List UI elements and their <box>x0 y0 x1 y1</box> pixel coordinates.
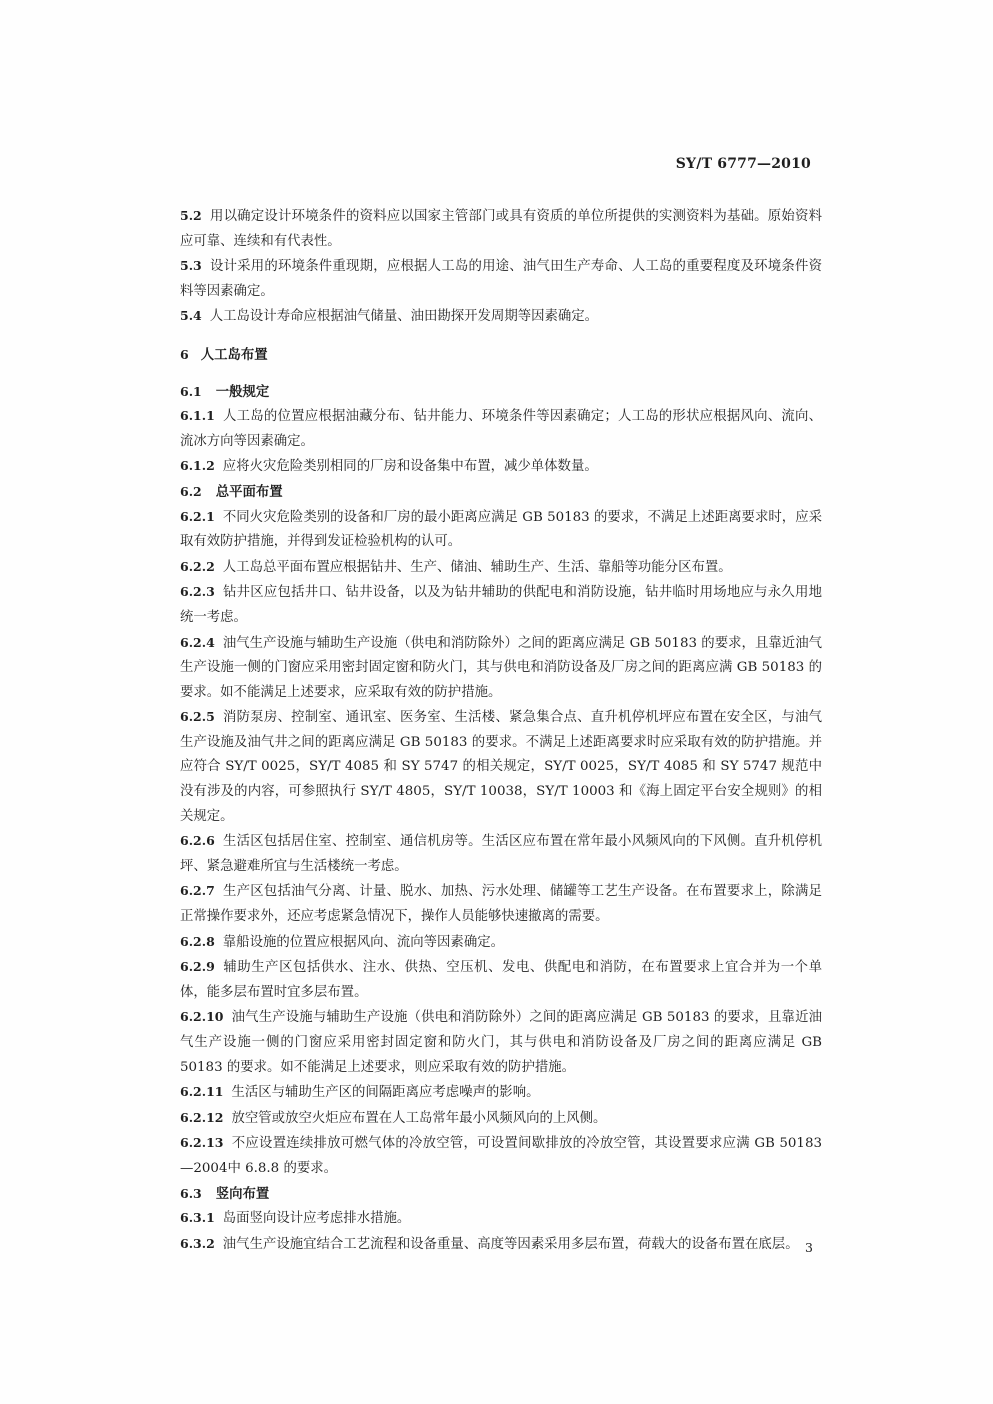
clause-6-2-5 <box>180 705 822 829</box>
subsection-6-1-heading <box>180 380 822 405</box>
clause-text: 生产区包括油气分离、计量、脱水、加热、污水处理、储罐等工艺生产设备。在布置要求上，除满足正常操作要求外，还应考虑紧急情况下，操作人员能够快速撤离的需要。 <box>180 884 822 925</box>
section-number: 6 <box>180 346 189 362</box>
document-body <box>180 204 822 1257</box>
clause-number: 6.2.10 <box>180 1009 224 1025</box>
clause-6-3-1 <box>180 1206 822 1232</box>
clause-text: 人工岛总平面布置应根据钻井、生产、储油、辅助生产、生活、靠船等功能分区布置。 <box>222 559 732 575</box>
clause-number: 6.2.8 <box>180 933 215 949</box>
clause-text: 用以确定设计环境条件的资料应以国家主管部门或具有资质的单位所提供的实测资料为基础。原始资料应可靠、连续和有代表性。 <box>180 209 822 249</box>
clause-6-1-2 <box>180 454 822 480</box>
clause-text: 消防泵房、控制室、通讯室、医务室、生活楼、紧急集合点、直升机停机坪应布置在安全区，与油气生产设施及油气井之间的距离应满足 GB 50183 的要求。不满足上述距离要求时应采取有效的防护措施。并应符合 SY/T 0025，SY/T 4085 和 SY 5747 的相关规定，SY/T 0025，SY/T 4085 和 SY 5747 规范中没有涉及的内容，可参照执行 SY/T 4805，SY/T 10038，SY/T 10003 和《海上固定平台安全规则》的相关规定。 <box>180 710 822 824</box>
clause-text: 放空管或放空火炬应布置在人工岛常年最小风频风向的上风侧。 <box>231 1110 607 1126</box>
clause-6-2-2 <box>180 555 822 581</box>
clause-number: 6.2.13 <box>180 1135 224 1151</box>
clause-text: 油气生产设施宜结合工艺流程和设备重量、高度等因素采用多层布置，荷载大的设备布置在底层。 <box>222 1236 799 1252</box>
clause-6-3-2 <box>180 1232 822 1258</box>
clause-5-2 <box>180 204 822 254</box>
clause-6-2-9 <box>180 955 822 1005</box>
clause-number: 6.2.3 <box>180 584 215 600</box>
clause-number: 5.3 <box>180 258 202 274</box>
clause-number: 6.2.6 <box>180 833 215 849</box>
document-code: SY/T 6777—2010 <box>675 156 811 172</box>
clause-5-4 <box>180 304 822 330</box>
clause-text: 人工岛的位置应根据油藏分布、钻井能力、环境条件等因素确定；人工岛的形状应根据风向、流向、流冰方向等因素确定。 <box>180 409 822 449</box>
section-6-heading <box>180 343 822 368</box>
subsection-title: 总平面布置 <box>215 483 283 500</box>
clause-6-2-11 <box>180 1080 822 1106</box>
clause-text: 辅助生产区包括供水、注水、供热、空压机、发电、供配电和消防，在布置要求上宜合并为一个单体，能多层布置时宜多层布置。 <box>180 960 822 1000</box>
clause-6-2-10 <box>180 1005 822 1080</box>
clause-number: 5.4 <box>180 308 202 324</box>
subsection-title: 一般规定 <box>215 383 270 400</box>
clause-number: 6.2.2 <box>180 558 215 574</box>
section-title: 人工岛布置 <box>200 346 268 363</box>
clause-number: 6.2.9 <box>180 959 215 975</box>
clause-text: 人工岛设计寿命应根据油气储量、油田勘探开发周期等因素确定。 <box>209 309 599 325</box>
clause-6-2-12 <box>180 1106 822 1132</box>
subsection-6-3-heading <box>180 1182 822 1207</box>
clause-number: 6.3.2 <box>180 1235 215 1251</box>
subsection-title: 竖向布置 <box>215 1185 270 1202</box>
subsection-number: 6.3 <box>180 1185 202 1201</box>
subsection-number: 6.2 <box>180 483 202 499</box>
clause-6-2-1 <box>180 505 822 555</box>
clause-6-2-3 <box>180 580 822 630</box>
clause-number: 6.2.4 <box>180 634 215 650</box>
clause-text: 生活区包括居住室、控制室、通信机房等。生活区应布置在常年最小风频风向的下风侧。直升机停机坪、紧急避难所宜与生活楼统一考虑。 <box>180 834 822 874</box>
clause-6-2-6 <box>180 829 822 879</box>
clause-text: 不同火灾危险类别的设备和厂房的最小距离应满足 GB 50183 的要求，不满足上述距离要求时，应采取有效防护措施，并得到发证检验机构的认可。 <box>180 509 822 550</box>
clause-text: 不应设置连续排放可燃气体的冷放空管，可设置间歇排放的冷放空管，其设置要求应满 GB 50183—2004中 6.8.8 的要求。 <box>180 1136 822 1176</box>
clause-text: 钻井区应包括井口、钻井设备，以及为钻井辅助的供配电和消防设施，钻井临时用场地应与永久用地统一考虑。 <box>180 585 822 625</box>
subsection-number: 6.1 <box>180 383 202 399</box>
clause-text: 生活区与辅助生产区的间隔距离应考虑噪声的影响。 <box>231 1085 540 1101</box>
page-number: 3 <box>805 1240 813 1255</box>
clause-number: 6.1.2 <box>180 458 215 474</box>
clause-text: 岛面竖向设计应考虑排水措施。 <box>222 1211 411 1227</box>
clause-6-2-8 <box>180 930 822 956</box>
clause-6-2-4 <box>180 631 822 706</box>
clause-number: 6.2.1 <box>180 508 215 524</box>
clause-number: 6.3.1 <box>180 1210 215 1226</box>
clause-text: 应将火灾危险类别相同的厂房和设备集中布置，减少单体数量。 <box>222 459 598 475</box>
clause-text: 油气生产设施与辅助生产设施（供电和消防除外）之间的距离应满足 GB 50183 的要求，且靠近油气生产设施一侧的门窗应采用密封固定窗和防火门，其与供电和消防设备及厂房之间的距离应满 GB 50183 的要求。如不能满足上述要求，应采取有效的防护措施。 <box>180 635 822 700</box>
clause-6-2-13 <box>180 1131 822 1181</box>
clause-number: 5.2 <box>180 208 202 223</box>
subsection-6-2-heading <box>180 480 822 505</box>
clause-number: 6.2.12 <box>180 1109 224 1125</box>
clause-number: 6.1.1 <box>180 408 215 424</box>
clause-6-1-1 <box>180 404 822 454</box>
clause-number: 6.2.7 <box>180 883 215 899</box>
clause-number: 6.2.5 <box>180 709 215 725</box>
clause-text: 靠船设施的位置应根据风向、流向等因素确定。 <box>222 934 504 950</box>
clause-text: 设计采用的环境条件重现期，应根据人工岛的用途、油气田生产寿命、人工岛的重要程度及环境条件资料等因素确定。 <box>180 259 822 299</box>
clause-text: 油气生产设施与辅助生产设施（供电和消防除外）之间的距离应满足 GB 50183 的要求，且靠近油气生产设施一侧的门窗应采用密封固定窗和防火门，其与供电和消防设备及厂房之间的距离应满足 GB 50183 的要求。如不能满足上述要求，则应采取有效的防护措施。 <box>180 1010 822 1075</box>
clause-6-2-7 <box>180 879 822 929</box>
clause-number: 6.2.11 <box>180 1084 224 1100</box>
clause-5-3 <box>180 254 822 304</box>
